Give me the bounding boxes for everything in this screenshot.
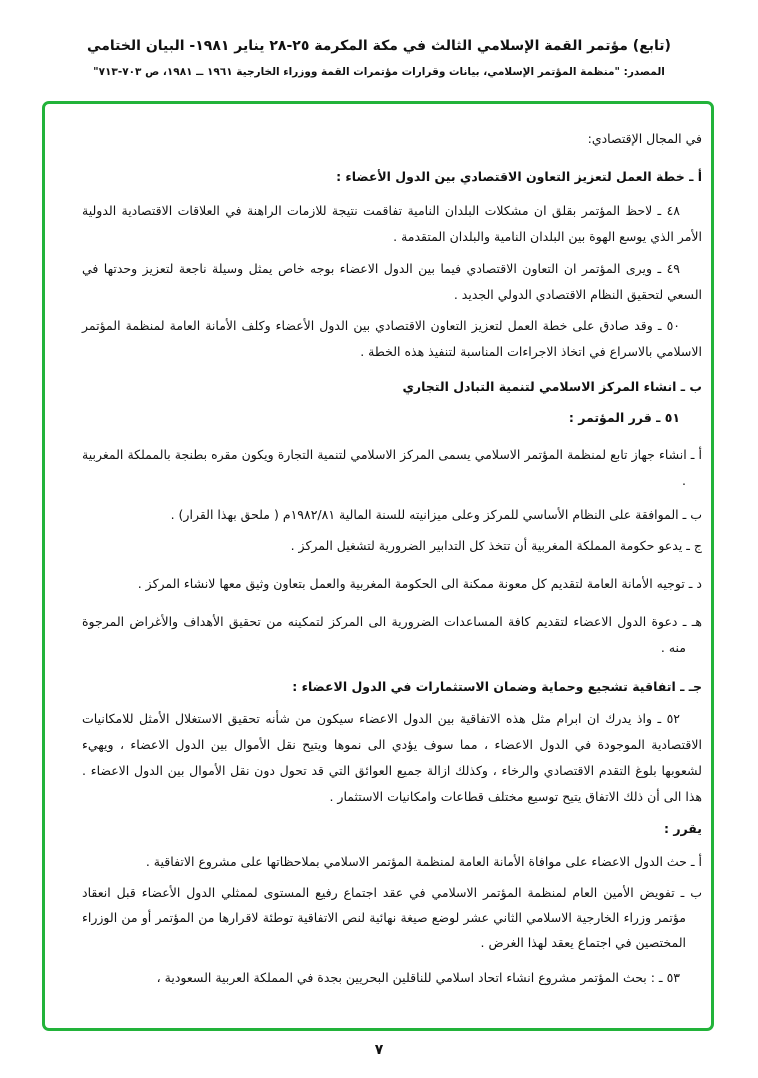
paragraph-53: ٥٣ ـ : بحث المؤتمر مشروع انشاء اتحاد اسلامي للناقلين البحريين بجدة في المملكة العربية السعودية ، [156, 970, 680, 985]
item-52-b: ب ـ تفويض الأمين العام لمنظمة المؤتمر الاسلامي في عقد اجتماع رفيع المستوى لممثلي الدول الأعضاء قبل انعقاد مؤتمر وزراء الخارجية الاسلامي الثاني عشر لوضع صيغة نهائية لنص الاتفاقية توطئة لاقرارها من المؤتمر أو من الوزراء المختصين في اجتماع يعقد لهذا الغرض . [82, 885, 702, 950]
item-51-c: ج ـ يدعو حكومة المملكة المغربية أن تتخذ كل التدابير الضرورية لتشغيل المركز . [290, 538, 702, 553]
document-source: المصدر: "منظمة المؤتمر الإسلامي، بيانات وقرارات مؤتمرات القمة ووزراء الخارجية ١٩٦١ ــ ١٩٨١، ص ٧٠٣-٧١٣" [93, 66, 665, 78]
item-51-b: ب ـ الموافقة على النظام الأساسي للمركز وعلى ميزانيته للسنة المالية ١٩٨٢/٨١م ( ملحق بهذا القرار) . [170, 507, 702, 522]
item-52-a: أ ـ حث الدول الاعضاء على موافاة الأمانة العامة لمنظمة المؤتمر الاسلامي بملاحظاتها على مشروع الاتفاقية . [145, 854, 702, 869]
paragraph-51: ٥١ ـ قرر المؤتمر : [568, 410, 680, 425]
paragraph-52: ٥٢ ـ واذ يدرك ان ابرام مثل هذه الاتفاقية بين الدول الاعضاء سيكون من شأنه تحقيق الاستغلال الأمثل للامكانيات الاقتصادية الموجودة في الدول الاعضاء ، مما سوف يؤدي الى نموها ويتيح نقل الأموال بين الدول الاعضاء ، ويهيء لشعوبها بلوغ التقدم الاقتصادي والرخاء ، وكذلك ازالة جميع العوائق التي قد تحول دون نقل الأموال بين الدول الاعضاء . هذا الى أن ذلك الاتفاق يتيح توسيع مختلف قطاعات وامكانيات الاستثمار . [82, 711, 702, 804]
subheading-action-plan: أ ـ خطة العمل لتعزيز التعاون الاقتصادي بين الدول الأعضاء : [336, 169, 702, 184]
item-51-a: أ ـ انشاء جهاز تابع لمنظمة المؤتمر الاسلامي يسمى المركز الاسلامي لتنمية التجارة ويكون مقره بطنجة بالمملكة المغربية . [82, 447, 702, 488]
item-51-e: هـ ـ دعوة الدول الاعضاء لتقديم كافة المساعدات الضرورية الى المركز لتمكينه من تحقيق الأهداف والأغراض المرجوة منه . [82, 614, 702, 655]
document-title: (تابع) مؤتمر القمة الإسلامي الثالث في مكة المكرمة ٢٥-٢٨ يناير ١٩٨١- البيان الختامي [87, 38, 671, 54]
item-51-d: د ـ توجيه الأمانة العامة لتقديم كل معونة ممكنة الى الحكومة المغربية والعمل بتعاون وثيق معها لانشاء المركز . [137, 576, 702, 591]
subheading-trade-center: ب ـ انشاء المركز الاسلامي لتنمية التبادل التجاري [402, 379, 702, 394]
paragraph-48: ٤٨ ـ لاحظ المؤتمر بقلق ان مشكلات البلدان النامية تفاقمت نتيجة للازمات الراهنة في العلاقات الاقتصادية الدولية الأمر الذي يوسع الهوة بين البلدان النامية والبلدان المتقدمة . [82, 203, 702, 244]
paragraph-50: ٥٠ ـ وقد صادق على خطة العمل لتعزيز التعاون الاقتصادي بين الدول الأعضاء وكلف الأمانة العامة لمنظمة المؤتمر الاسلامي بالاسراع في اتخاذ الاجراءات المناسبة لتنفيذ هذه الخطة . [82, 318, 702, 359]
subheading-investment: جـ ـ اتفاقية تشجيع وحماية وضمان الاستثمارات في الدول الاعضاء : [292, 679, 702, 694]
document-body [82, 126, 702, 991]
decides-label: يقرر : [663, 821, 702, 836]
section-heading-economic: في المجال الإقتصادي: [587, 131, 702, 146]
page-number: ٧ [374, 1042, 384, 1058]
paragraph-49: ٤٩ ـ ويرى المؤتمر ان التعاون الاقتصادي فيما بين الدول الاعضاء بوجه خاص يمثل وسيلة ناجعة لتعزيز وحدتها في السعي لتحقيق النظام الاقتصادي الدولي الجديد . [82, 261, 702, 302]
